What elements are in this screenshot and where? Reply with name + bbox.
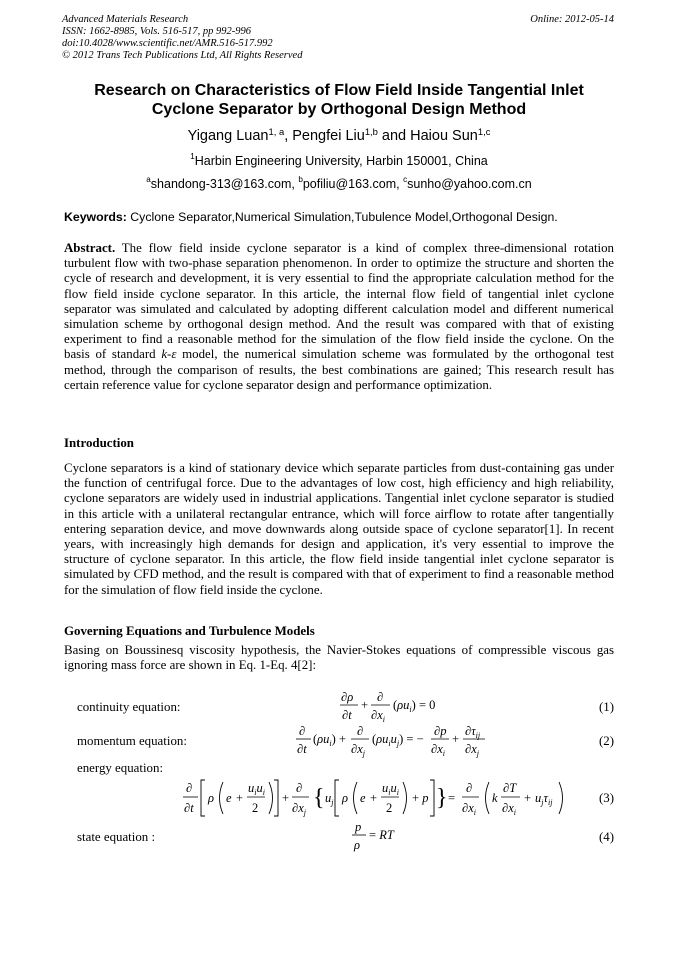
svg-text:p: p: [355, 820, 362, 834]
svg-text:ρ: ρ: [354, 838, 360, 852]
abstract-text: The flow field inside cyclone separator is a kind of complex three-dimensional rotation turbulent flow with two-phase separation phenomenon. In order to optimize the structure and shorten the cycle of research and development, it is very essential to find the appropriate calculation method for the flow field inside cyclone separator. In this article, the internal flow field of tangential inlet cyclone separator was simulated and calculated by adopting different calculation model and different numerical simulation scheme by orthogonal design method. And the result was compared with that of existing experiment to find a reasonable method for the simulation of the flow field inside the cyclone. On the basis of standard: [64, 241, 614, 362]
author-list: [40, 128, 638, 144]
author-separator: and: [377, 128, 411, 144]
author-2: Pengfei Liu: [292, 128, 365, 144]
email-marker: a: [146, 175, 151, 184]
svg-text:=: =: [448, 791, 456, 805]
svg-text:∂t: ∂t: [342, 708, 352, 722]
svg-text:(ρui) +: $(\rho u_i)$ +: [313, 732, 346, 748]
equation-number-1: (1): [598, 700, 614, 714]
author-2-affil: 1,b: [364, 126, 378, 137]
svg-text:∂: ∂: [299, 724, 306, 738]
svg-text:∂t: ∂t: [297, 742, 307, 756]
journal-header: [62, 14, 302, 62]
continuity-label: continuity equation:: [77, 700, 181, 714]
svg-text:∂xi: $\partial x_i$: [431, 742, 445, 758]
svg-text:uiui: $u_iu_i$: [248, 781, 265, 797]
keywords-text: Cyclone Separator,Numerical Simulation,Tubulence Model,Orthogonal Design.: [126, 210, 558, 224]
energy-label: energy equation:: [77, 761, 164, 775]
author-emails: [40, 177, 638, 191]
svg-text:+: +: [524, 791, 532, 805]
state-label: state equation :: [77, 830, 156, 844]
equation-number-3: (3): [598, 791, 614, 805]
title-line-2: Cyclone Separator by Orthogonal Design Method: [151, 101, 527, 118]
svg-text:e: e: [226, 791, 232, 805]
svg-text:e: e: [360, 791, 366, 805]
journal-name: Advanced Materials Research: [62, 14, 189, 25]
svg-text:∂ρ: ∂ρ: [341, 690, 354, 704]
svg-text:∂xj: $\partial x_j$: [465, 742, 479, 758]
svg-text:+ p: + p: [412, 791, 429, 805]
svg-text:∂xi: $\partial x_i$: [462, 801, 476, 817]
svg-text:∂xi: $\partial x_i$: [502, 801, 516, 817]
svg-text:+: +: [361, 698, 369, 712]
svg-text:k: k: [492, 791, 498, 805]
abstract: [64, 241, 614, 393]
keywords-label: Keywords:: [64, 210, 127, 224]
svg-text:∂xj: $\partial x_j$: [351, 742, 365, 758]
svg-text:ρ: ρ: [208, 791, 214, 805]
svg-text:∂: ∂: [466, 781, 473, 795]
affiliation-marker: 1: [190, 152, 195, 161]
momentum-label: momentum equation:: [77, 734, 187, 748]
section-heading-introduction: Introduction: [64, 436, 134, 450]
svg-text:∂p: ∂p: [434, 724, 447, 738]
journal-copyright: © 2012 Trans Tech Publications Ltd, All Rights Reserved: [62, 50, 303, 61]
email-3: sunho@yahoo.com.cn: [407, 177, 532, 191]
svg-text:ujτij: $u_j\tau_{ij}$: [535, 791, 553, 807]
equation-number-4: (4): [598, 830, 614, 844]
svg-text:}: }: [436, 785, 448, 811]
state-equation: [352, 820, 412, 856]
svg-text:∂: ∂: [186, 781, 193, 795]
svg-text:∂τij: $\partial\tau_{ij}$: [465, 724, 481, 740]
svg-text:∂: ∂: [377, 690, 384, 704]
svg-text:uiui: $u_iu_i$: [382, 781, 399, 797]
svg-text:uj: $u_j$: [325, 791, 334, 807]
svg-text:∂t: ∂t: [184, 801, 194, 815]
email-marker: c: [403, 175, 408, 184]
equation-number-2: (2): [598, 734, 614, 748]
svg-text:+: +: [282, 791, 290, 805]
svg-text:{: {: [313, 785, 325, 811]
email-2: pofiliu@163.com,: [302, 177, 404, 191]
svg-text:+: +: [370, 791, 378, 805]
svg-text:(ρuiuj) = −: $(\rho u_iu_j)$ = −: [372, 732, 424, 748]
title-line-1: Research on Characteristics of Flow Field Inside Tangential Inlet: [94, 82, 584, 99]
journal-doi: doi:10.4028/www.scientific.net/AMR.516-517.992: [62, 38, 273, 49]
abstract-model: k-ε: [161, 347, 177, 362]
svg-text:ρ: ρ: [342, 791, 348, 805]
author-separator: ,: [284, 128, 293, 144]
introduction-text: Cyclone separators is a kind of stationary device which separate particles from dust-containing gas under the function of centrifugal force. Due to the advantages of low cost, high efficiency and high reliability, cyclone separators are widely used in industrial applications. Tangential inlet cyclone separator is studied in this article with a unilateral rectangular entrance, which will force airflow to rotate after tangentially entering separation device, and move downwards along outside space of cyclone separator[1]. In recent years, with increasingly high demands for design and application, it's very essential to improve the structure of cyclone separator. In this article, the flow field inside tangential inlet cyclone separator is simulated by CFD method, and the result is compared with that of experiment to find a reasonable method for the simulation of flow field inside the cyclone.: [64, 461, 614, 597]
svg-text:∂: ∂: [296, 781, 303, 795]
svg-text:∂xi: $\partial x_i$: [371, 708, 385, 724]
affiliation: [40, 154, 638, 168]
svg-text:∂xj: $\partial x_j$: [292, 801, 306, 817]
momentum-equation: [295, 724, 495, 760]
continuity-equation: [338, 690, 468, 726]
paper-title: [40, 81, 638, 119]
governing-text: Basing on Boussinesq viscosity hypothesis, the Navier-Stokes equations of compressible viscous gas ignoring mass force are shown in Eq. 1-Eq. 4[2]:: [64, 643, 614, 673]
email-marker: b: [298, 175, 303, 184]
energy-equation: [183, 778, 553, 820]
svg-text:+: +: [452, 732, 460, 746]
author-1: Yigang Luan: [187, 128, 269, 144]
section-heading-governing-equations: Governing Equations and Turbulence Models: [64, 624, 315, 638]
svg-text:2: 2: [252, 801, 259, 815]
svg-text:= RT: = RT: [369, 828, 394, 842]
svg-text:(ρui) = 0: $(\rho u_i) = 0$: [393, 698, 436, 714]
abstract-text: model, the numerical simulation scheme was formulated by the orthogonal test method, through the comparison of results, the best combinations are gained; This research result has certain reference value for cyclone separator design and performance optimization.: [64, 347, 615, 392]
svg-text:∂: ∂: [357, 724, 364, 738]
author-3: Haiou Sun: [410, 128, 478, 144]
email-1: shandong-313@163.com,: [150, 177, 299, 191]
keywords: [64, 210, 558, 224]
online-date: Online: 2012-05-14: [530, 14, 614, 25]
svg-text:2: 2: [386, 801, 393, 815]
journal-issn: ISSN: 1662-8985, Vols. 516-517, pp 992-996: [62, 26, 251, 37]
affiliation-text: Harbin Engineering University, Harbin 150001, China: [194, 154, 488, 168]
abstract-label: Abstract.: [64, 241, 116, 255]
svg-text:+: +: [236, 791, 244, 805]
author-1-affil: 1, a: [268, 126, 285, 137]
author-3-affil: 1,c: [477, 126, 491, 137]
svg-text:∂T: ∂T: [503, 781, 517, 795]
